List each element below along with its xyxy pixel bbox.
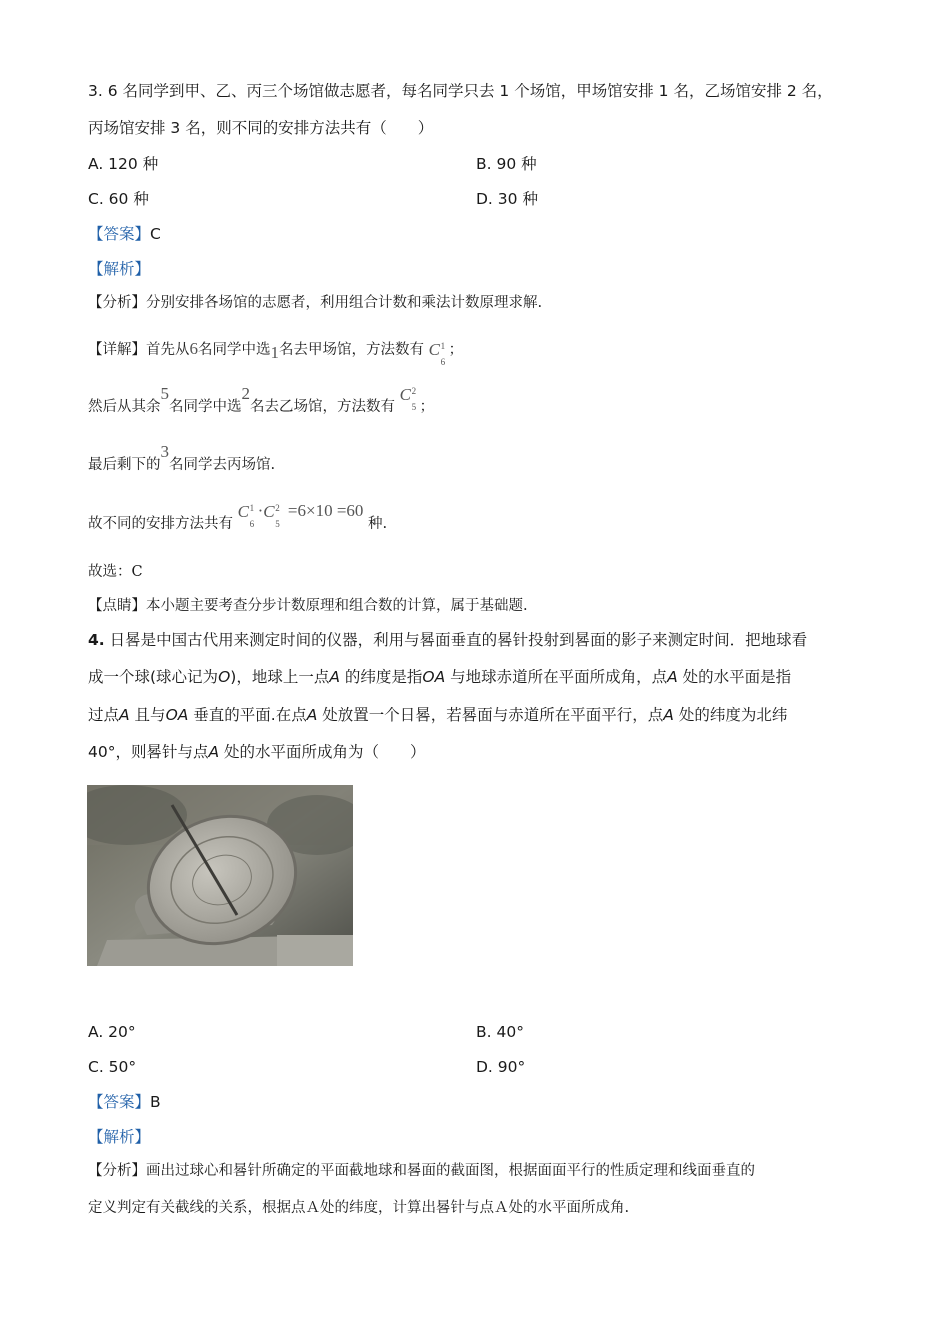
q4-fenxi-line2: 定义判定有关截线的关系，根据点Ａ处的纬度，计算出晷针与点Ａ处的水平面所成角. <box>88 1200 630 1216</box>
q4-answer-row <box>88 1091 161 1113</box>
q4-line4: 40°，则晷针与点A 处的水平面所成角为（ ） <box>88 743 426 761</box>
step3-text-a: 最后剩下的 <box>88 457 161 473</box>
fenxi-tag: 【分析】 <box>88 1163 146 1179</box>
q3-step1 <box>88 338 464 367</box>
q4-line3: 过点A 且与OA 垂直的平面.在点A 处放置一个日晷，若晷面与赤道所在平面平行，点A 处的纬度为北纬 <box>88 706 788 724</box>
q3-option-b: B. 90 种 <box>476 155 537 173</box>
step1-n1: 6 <box>189 339 198 358</box>
step1-text-a: 首先从 <box>146 342 190 358</box>
q3-stem-line2: 丙场馆安排 3 名，则不同的安排方法共有（ ） <box>88 119 434 137</box>
step4-text-a: 故不同的安排方法共有 <box>88 516 233 532</box>
q4-analysis-tag: 【解析】 <box>88 1128 151 1146</box>
q3-step2 <box>88 384 435 418</box>
q3-dianjing-row <box>88 595 528 617</box>
step2-n2: 2 <box>241 384 250 403</box>
step4-text-b: 种. <box>368 516 388 532</box>
sundial-photo <box>87 785 353 966</box>
q3-step4 <box>88 501 388 535</box>
q3-answer-row <box>88 223 161 245</box>
xiangjie-tag: 【详解】 <box>88 342 146 358</box>
q3-step3 <box>88 442 276 476</box>
q4-option-b: B. 40° <box>476 1023 524 1041</box>
q3-choose: 故选：C <box>88 564 143 580</box>
q4-option-a: A. 20° <box>88 1023 136 1041</box>
answer-tag: 【答案】 <box>88 225 151 243</box>
q3-fenxi-row <box>88 292 542 314</box>
answer-value: B <box>150 1093 161 1111</box>
step1-text-c: 名去甲场馆，方法数有 <box>279 342 424 358</box>
q4-number: 4. <box>88 631 105 649</box>
q3-option-a: A. 120 种 <box>88 155 159 173</box>
answer-tag: 【答案】 <box>88 1093 151 1111</box>
answer-value: C <box>150 225 161 243</box>
step1-end: ； <box>448 342 464 358</box>
step2-text-c: 名去乙场馆，方法数有 <box>250 399 395 415</box>
q4-option-c: C. 50° <box>88 1058 137 1076</box>
combo-c61: C 1 6 <box>428 340 446 367</box>
combo-c52-b: C 2 5 <box>263 502 280 529</box>
combo-c52: C 2 5 <box>399 385 417 412</box>
q3-stem-line1: 3. 6 名同学到甲、乙、丙三个场馆做志愿者，每名同学只去 1 个场馆，甲场馆安排 1 名，乙场馆安排 2 名， <box>88 82 833 100</box>
step4-expr: =6×10 =60 <box>287 501 364 520</box>
q4-option-d: D. 90° <box>476 1058 526 1076</box>
step1-text-b: 名同学中选 <box>198 342 271 358</box>
step1-n2: 1 <box>270 343 279 362</box>
step4-expression: C 1 6 · C 2 5 =6×10 =60 <box>237 501 364 529</box>
q4-line1: 4. 日晷是中国古代用来测定时间的仪器，利用与晷面垂直的晷针投射到晷面的影子来测定时间．把地球看 <box>88 631 808 649</box>
dianjing-tag: 【点睛】 <box>88 598 146 614</box>
q3-analysis-tag: 【解析】 <box>88 260 151 278</box>
fenxi-text-1: 画出过球心和晷针所确定的平面截地球和晷面的截面图，根据面面平行的性质定理和线面垂直的 <box>146 1163 755 1179</box>
step2-end: ； <box>419 399 435 415</box>
step2-text-a: 然后从其余 <box>88 399 161 415</box>
step2-text-b: 名同学中选 <box>169 399 242 415</box>
fenxi-text: 分别安排各场馆的志愿者，利用组合计数和乘法计数原理求解. <box>146 295 543 311</box>
step3-n: 3 <box>160 442 169 461</box>
dianjing-text: 本小题主要考查分步计数原理和组合数的计算，属于基础题. <box>146 598 528 614</box>
step2-n1: 5 <box>160 384 169 403</box>
combo-c61-b: C 1 6 <box>237 502 255 529</box>
q3-option-c: C. 60 种 <box>88 190 149 208</box>
fenxi-tag: 【分析】 <box>88 295 146 311</box>
q4-fenxi-line1 <box>88 1160 755 1182</box>
q3-option-d: D. 30 种 <box>476 190 538 208</box>
step3-text-b: 名同学去丙场馆. <box>169 457 276 473</box>
q4-line2: 成一个球(球心记为O)，地球上一点A 的纬度是指OA 与地球赤道所在平面所成角，点A 处的水平面是指 <box>88 668 792 686</box>
